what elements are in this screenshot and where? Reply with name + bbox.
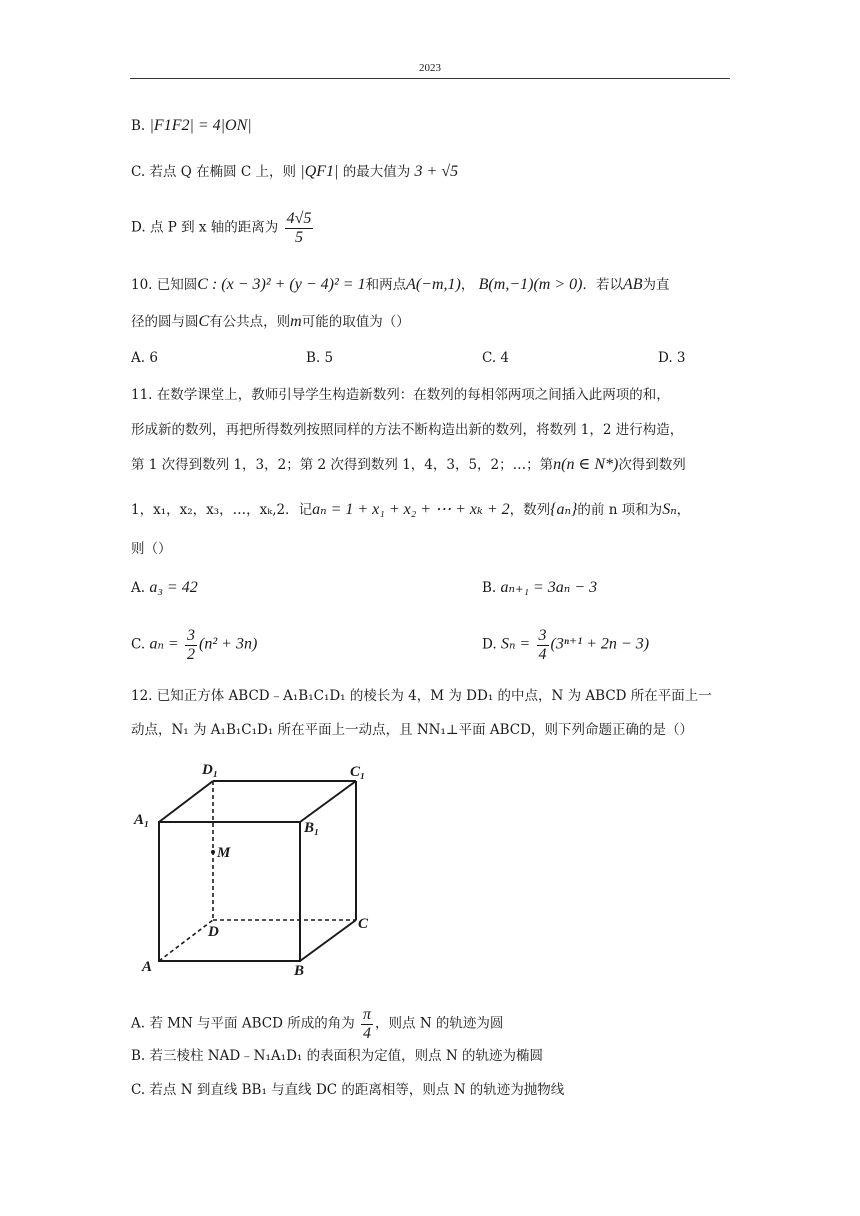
q11-line2: 形成新的数列，再把所得数列按照同样的方法不断构造出新的数列，将数列 1，2 进行构造， bbox=[131, 422, 684, 438]
q12-option-a: A. 若 MN 与平面 ABCD 所成的角为 $\frac{\pi}{4}$ ，则点 N 的轨迹为圆 bbox=[131, 1006, 504, 1042]
q9-b-math: |F1F2| = 4|ON| bbox=[149, 117, 252, 134]
edge-bc bbox=[300, 920, 356, 961]
q9-d-fraction: $\frac{4√5}{5}$ bbox=[286, 210, 312, 246]
q11-line5: 则（） bbox=[131, 541, 172, 557]
front-face bbox=[159, 822, 300, 961]
q10-point-b: B(m,−1)(m > 0) bbox=[478, 276, 583, 293]
edge-ad-hidden bbox=[159, 920, 213, 961]
q11-line4: 1，x₁，x₂，x₃，…，xₖ,2．记aₙ = 1 + x₁ + x₂ + ⋯ + xₖ + 2，数列{aₙ}的前 n 项和为Sₙ， bbox=[131, 501, 691, 518]
q10-option-b: B. 5 bbox=[306, 350, 334, 366]
q11-option-a: A. a₃ = 42 bbox=[131, 579, 198, 596]
header-divider bbox=[130, 78, 730, 79]
label-m: M bbox=[217, 845, 231, 861]
q10-line2: 径的圆与圆C有公共点，则m可能的取值为（） bbox=[131, 313, 410, 330]
q12-a-fraction: $\frac{\pi}{4}$ bbox=[363, 1006, 372, 1042]
label-a: A bbox=[142, 959, 153, 975]
q9-c-math2: 3 + √5 bbox=[414, 163, 459, 180]
point-m bbox=[211, 850, 215, 854]
q10-option-a: A. 6 bbox=[131, 350, 158, 366]
label-a1: A₁ bbox=[134, 812, 150, 828]
q10-circle-eq: C : (x − 3)² + (y − 4)² = 1 bbox=[197, 276, 366, 293]
q11-option-c: C. aₙ = $\frac{3}{2}$ (n² + 3n) bbox=[131, 627, 258, 663]
label-b1: B₁ bbox=[304, 820, 320, 836]
label-b: B bbox=[294, 963, 305, 979]
q11-line1: 11. 在数学课堂上，教师引导学生构造新数列：在数列的每相邻两项之间插入此两项的和， bbox=[131, 387, 670, 403]
q10-point-a: A(−m,1) bbox=[406, 276, 461, 293]
q11-option-b: B. aₙ₊₁ = 3aₙ − 3 bbox=[482, 579, 598, 596]
cube-figure bbox=[128, 756, 378, 981]
q11-an-def: aₙ = 1 + x₁ + x₂ + ⋯ + xₖ + 2 bbox=[312, 501, 510, 518]
q11-n-in-n: n(n ∈ N*) bbox=[553, 456, 619, 473]
label-c: C bbox=[358, 916, 369, 932]
q9-option-d: D. 点 P 到 x 轴的距离为 $\frac{4√5}{5}$ bbox=[131, 210, 312, 246]
q12-line1: 12. 已知正方体 ABCD﹣A₁B₁C₁D₁ 的棱长为 4，M 为 DD₁ 的中点，N 为 ABCD 所在平面上一 bbox=[131, 688, 712, 704]
edge-b1c1 bbox=[300, 781, 356, 822]
q11-d-fraction: $\frac{3}{4}$ bbox=[538, 627, 547, 663]
q10-option-c: C. 4 bbox=[482, 350, 510, 366]
q11-line3: 第 1 次得到数列 1，3，2；第 2 次得到数列 1，4，3，5，2；…；第n(n ∈ N*)次得到数列 bbox=[131, 456, 686, 473]
q9-option-b: B. |F1F2| = 4|ON| bbox=[131, 117, 252, 134]
q10-option-d: D. 3 bbox=[658, 350, 686, 366]
q9-c-math1: |QF1| bbox=[300, 163, 339, 180]
q9-option-c: C. 若点 Q 在椭圆 C 上，则 |QF1| 的最大值为 3 + √5 bbox=[131, 163, 459, 180]
q12-option-b: B. 若三棱柱 NAD﹣N₁A₁D₁ 的表面积为定值，则点 N 的轨迹为椭圆 bbox=[131, 1048, 543, 1064]
label-c1: C₁ bbox=[350, 764, 366, 780]
q10-line1: 10. 已知圆C : (x − 3)² + (y − 4)² = 1和两点A(−m,1)， B(m,−1)(m > 0)．若以AB为直 bbox=[131, 276, 670, 293]
q12-line2: 动点，N₁ 为 A₁B₁C₁D₁ 所在平面上一动点，且 NN₁⊥平面 ABCD，则下列命题正确的是（） bbox=[131, 722, 693, 738]
label-d: D bbox=[208, 924, 219, 940]
q12-option-c: C. 若点 N 到直线 BB₁ 与直线 DC 的距离相等，则点 N 的轨迹为抛物线 bbox=[131, 1082, 565, 1098]
edge-a1d1 bbox=[159, 781, 213, 822]
q11-c-fraction: $\frac{3}{2}$ bbox=[187, 627, 196, 663]
page-header-year: 2023 bbox=[419, 62, 441, 74]
label-d1: D₁ bbox=[202, 762, 219, 778]
q11-option-d: D. Sₙ = $\frac{3}{4}$ (3ⁿ⁺¹ + 2n − 3) bbox=[482, 627, 650, 663]
